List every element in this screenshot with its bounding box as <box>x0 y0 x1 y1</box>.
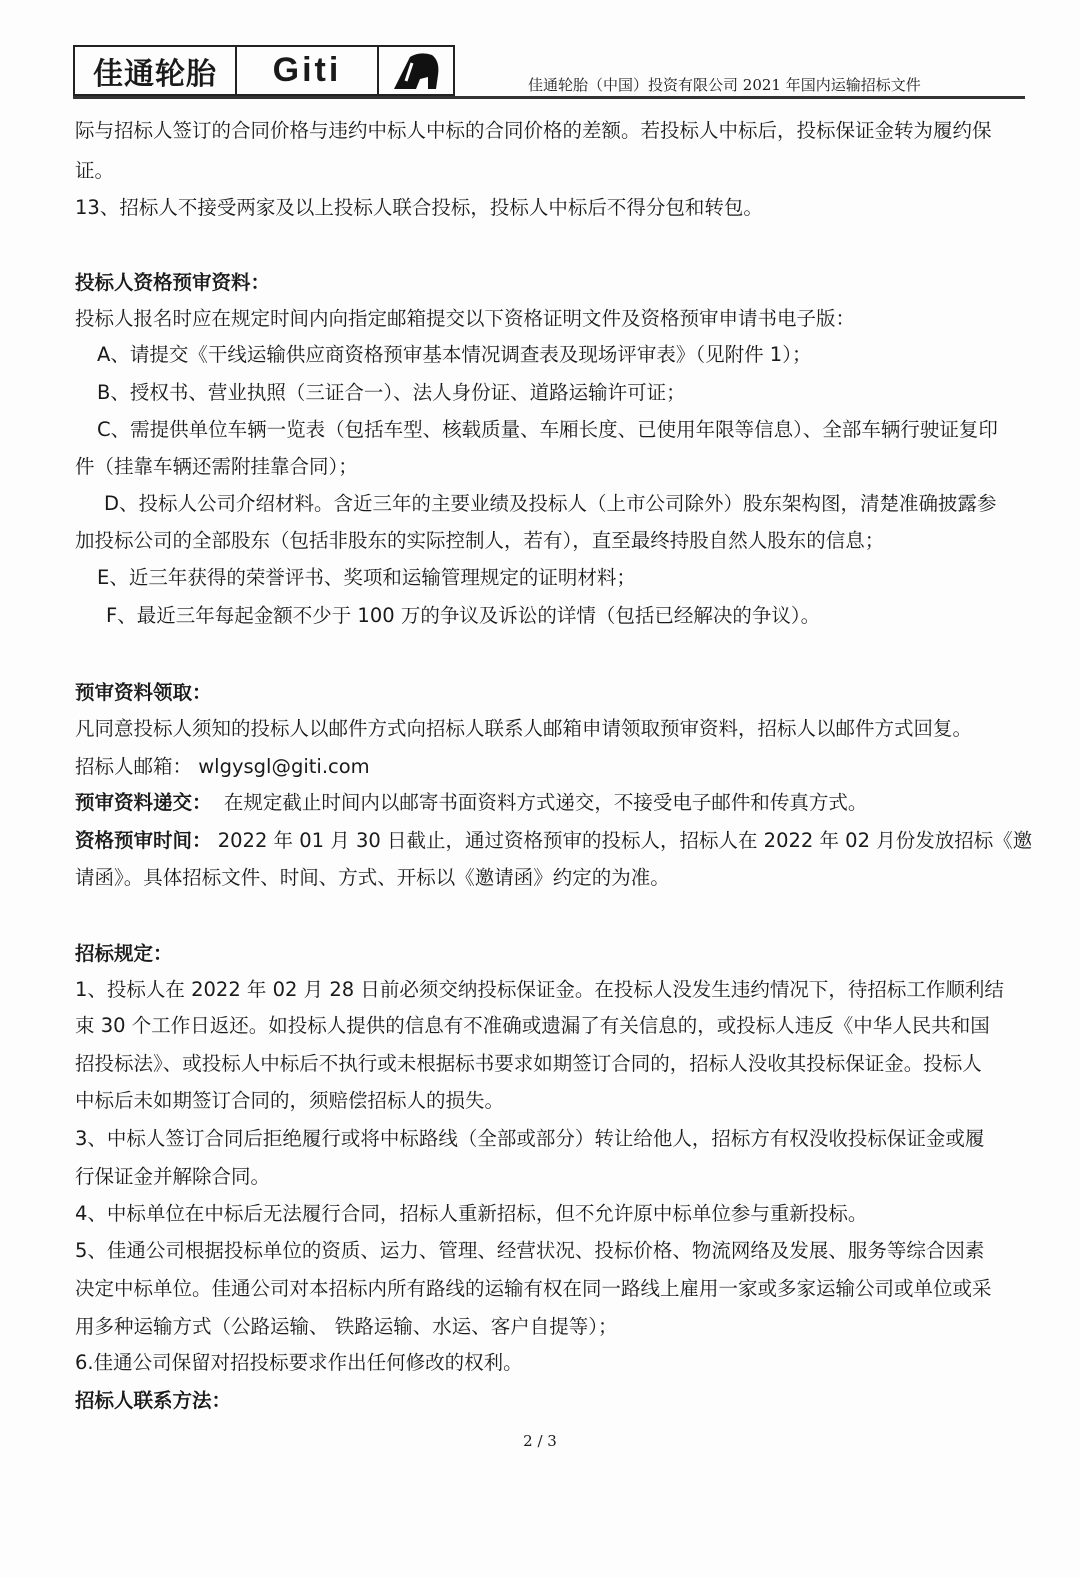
text-line: 5、佳通公司根据投标单位的资质、运力、管理、经营状况、投标价格、物流网络及发展、服务等综合因素 <box>75 1239 985 1262</box>
text-line: 3、中标人签订合同后拒绝履行或将中标路线（全部或部分）转让给他人，招标方有权没收投标保证金或履 <box>75 1127 985 1150</box>
text-line: 中标后未如期签订合同的，须赔偿招标人的损失。 <box>75 1089 505 1112</box>
time-line <box>75 829 1032 853</box>
text-line: 行保证金并解除合同。 <box>75 1165 271 1188</box>
text-line: 4、中标单位在中标后无法履行合同，招标人重新招标，但不允许原中标单位参与重新投标。 <box>75 1202 868 1225</box>
text-line: 际与招标人签订的合同价格与违约中标人中标的合同价格的差额。若投标人中标后，投标保证金转为履约保 <box>75 119 992 142</box>
section-heading: 预审资料领取： <box>75 681 212 704</box>
text-line: 请函》。具体招标文件、时间、方式、开标以《邀请函》约定的为准。 <box>75 866 670 889</box>
text-line: 用多种运输方式（公路运输、 铁路运输、水运、客户自提等）； <box>75 1315 618 1338</box>
text-line: 招投标法》、或投标人中标后不执行或未根据标书要求如期签订合同的，招标人没收其投标保证金。投标人 <box>75 1052 982 1075</box>
page-number: 2 / 3 <box>523 1432 557 1450</box>
email-label: 招标人邮箱： <box>75 755 193 778</box>
logo-english-name: Giti <box>237 47 379 94</box>
document-header-title: 佳通轮胎（中国）投资有限公司 2021 年国内运输招标文件 <box>528 76 921 94</box>
logo-chinese-name: 佳通轮胎 <box>75 47 237 94</box>
section-heading: 招标人联系方法： <box>75 1389 232 1412</box>
list-item: F、最近三年每起金额不少于 100 万的争议及诉讼的详情（包括已经解决的争议）。 <box>106 604 821 627</box>
text-line: 证。 <box>75 159 115 182</box>
submit-line <box>75 791 867 815</box>
text-line: 件（挂靠车辆还需附挂靠合同）； <box>75 455 358 478</box>
time-text: 2022 年 01 月 30 日截止，通过资格预审的投标人，招标人在 2022 年 02 月份发放招标《邀 <box>217 829 1033 852</box>
text-line: 凡同意投标人须知的投标人以邮件方式向招标人联系人邮箱申请领取预审资料，招标人以邮件方式回复。 <box>75 717 973 740</box>
section-heading: 投标人资格预审资料： <box>75 271 271 294</box>
submit-text: 在规定截止时间内以邮寄书面资料方式递交，不接受电子邮件和传真方式。 <box>223 791 868 814</box>
list-item: A、请提交《干线运输供应商资格预审基本情况调查表及现场评审表》（见附件 1）； <box>97 343 812 366</box>
text-line: 1、投标人在 2022 年 02 月 28 日前必须交纳投标保证金。在投标人没发生违约情况下，待招标工作顺利结 <box>75 978 1004 1001</box>
list-item: C、需提供单位车辆一览表（包括车型、核载质量、车厢长度、已使用年限等信息）、全部车辆行驶证复印 <box>97 418 998 441</box>
elephant-logo-icon <box>379 47 453 94</box>
text-line: 束 30 个工作日返还。如投标人提供的信息有不准确或遗漏了有关信息的，或投标人违反《中华人民共和国 <box>75 1014 990 1037</box>
text-line: 13、招标人不接受两家及以上投标人联合投标，投标人中标后不得分包和转包。 <box>75 196 763 219</box>
header-divider <box>73 96 1025 99</box>
email-line <box>75 755 370 779</box>
text-line: 决定中标单位。佳通公司对本招标内所有路线的运输有权在同一路线上雇用一家或多家运输公司或单位或采 <box>75 1277 992 1300</box>
submit-label: 预审资料递交： <box>75 791 212 814</box>
time-label: 资格预审时间： <box>75 829 212 852</box>
text-line: 6.佳通公司保留对招投标要求作出任何修改的权利。 <box>75 1351 523 1374</box>
text-line: 投标人报名时应在规定时间内向指定邮箱提交以下资格证明文件及资格预审申请书电子版： <box>75 307 856 330</box>
giti-logo <box>73 45 455 96</box>
section-heading: 招标规定： <box>75 942 173 965</box>
email-address: wlgysgl@giti.com <box>198 755 370 778</box>
list-item: E、近三年获得的荣誉评书、奖项和运输管理规定的证明材料； <box>97 566 636 589</box>
list-item: B、授权书、营业执照（三证合一）、法人身份证、道路运输许可证； <box>97 381 686 404</box>
text-line: 加投标公司的全部股东（包括非股东的实际控制人，若有），直至最终持股自然人股东的信息； <box>75 529 885 552</box>
list-item: D、投标人公司介绍材料。含近三年的主要业绩及投标人（上市公司除外）股东架构图，清楚准确披露参 <box>104 492 997 515</box>
